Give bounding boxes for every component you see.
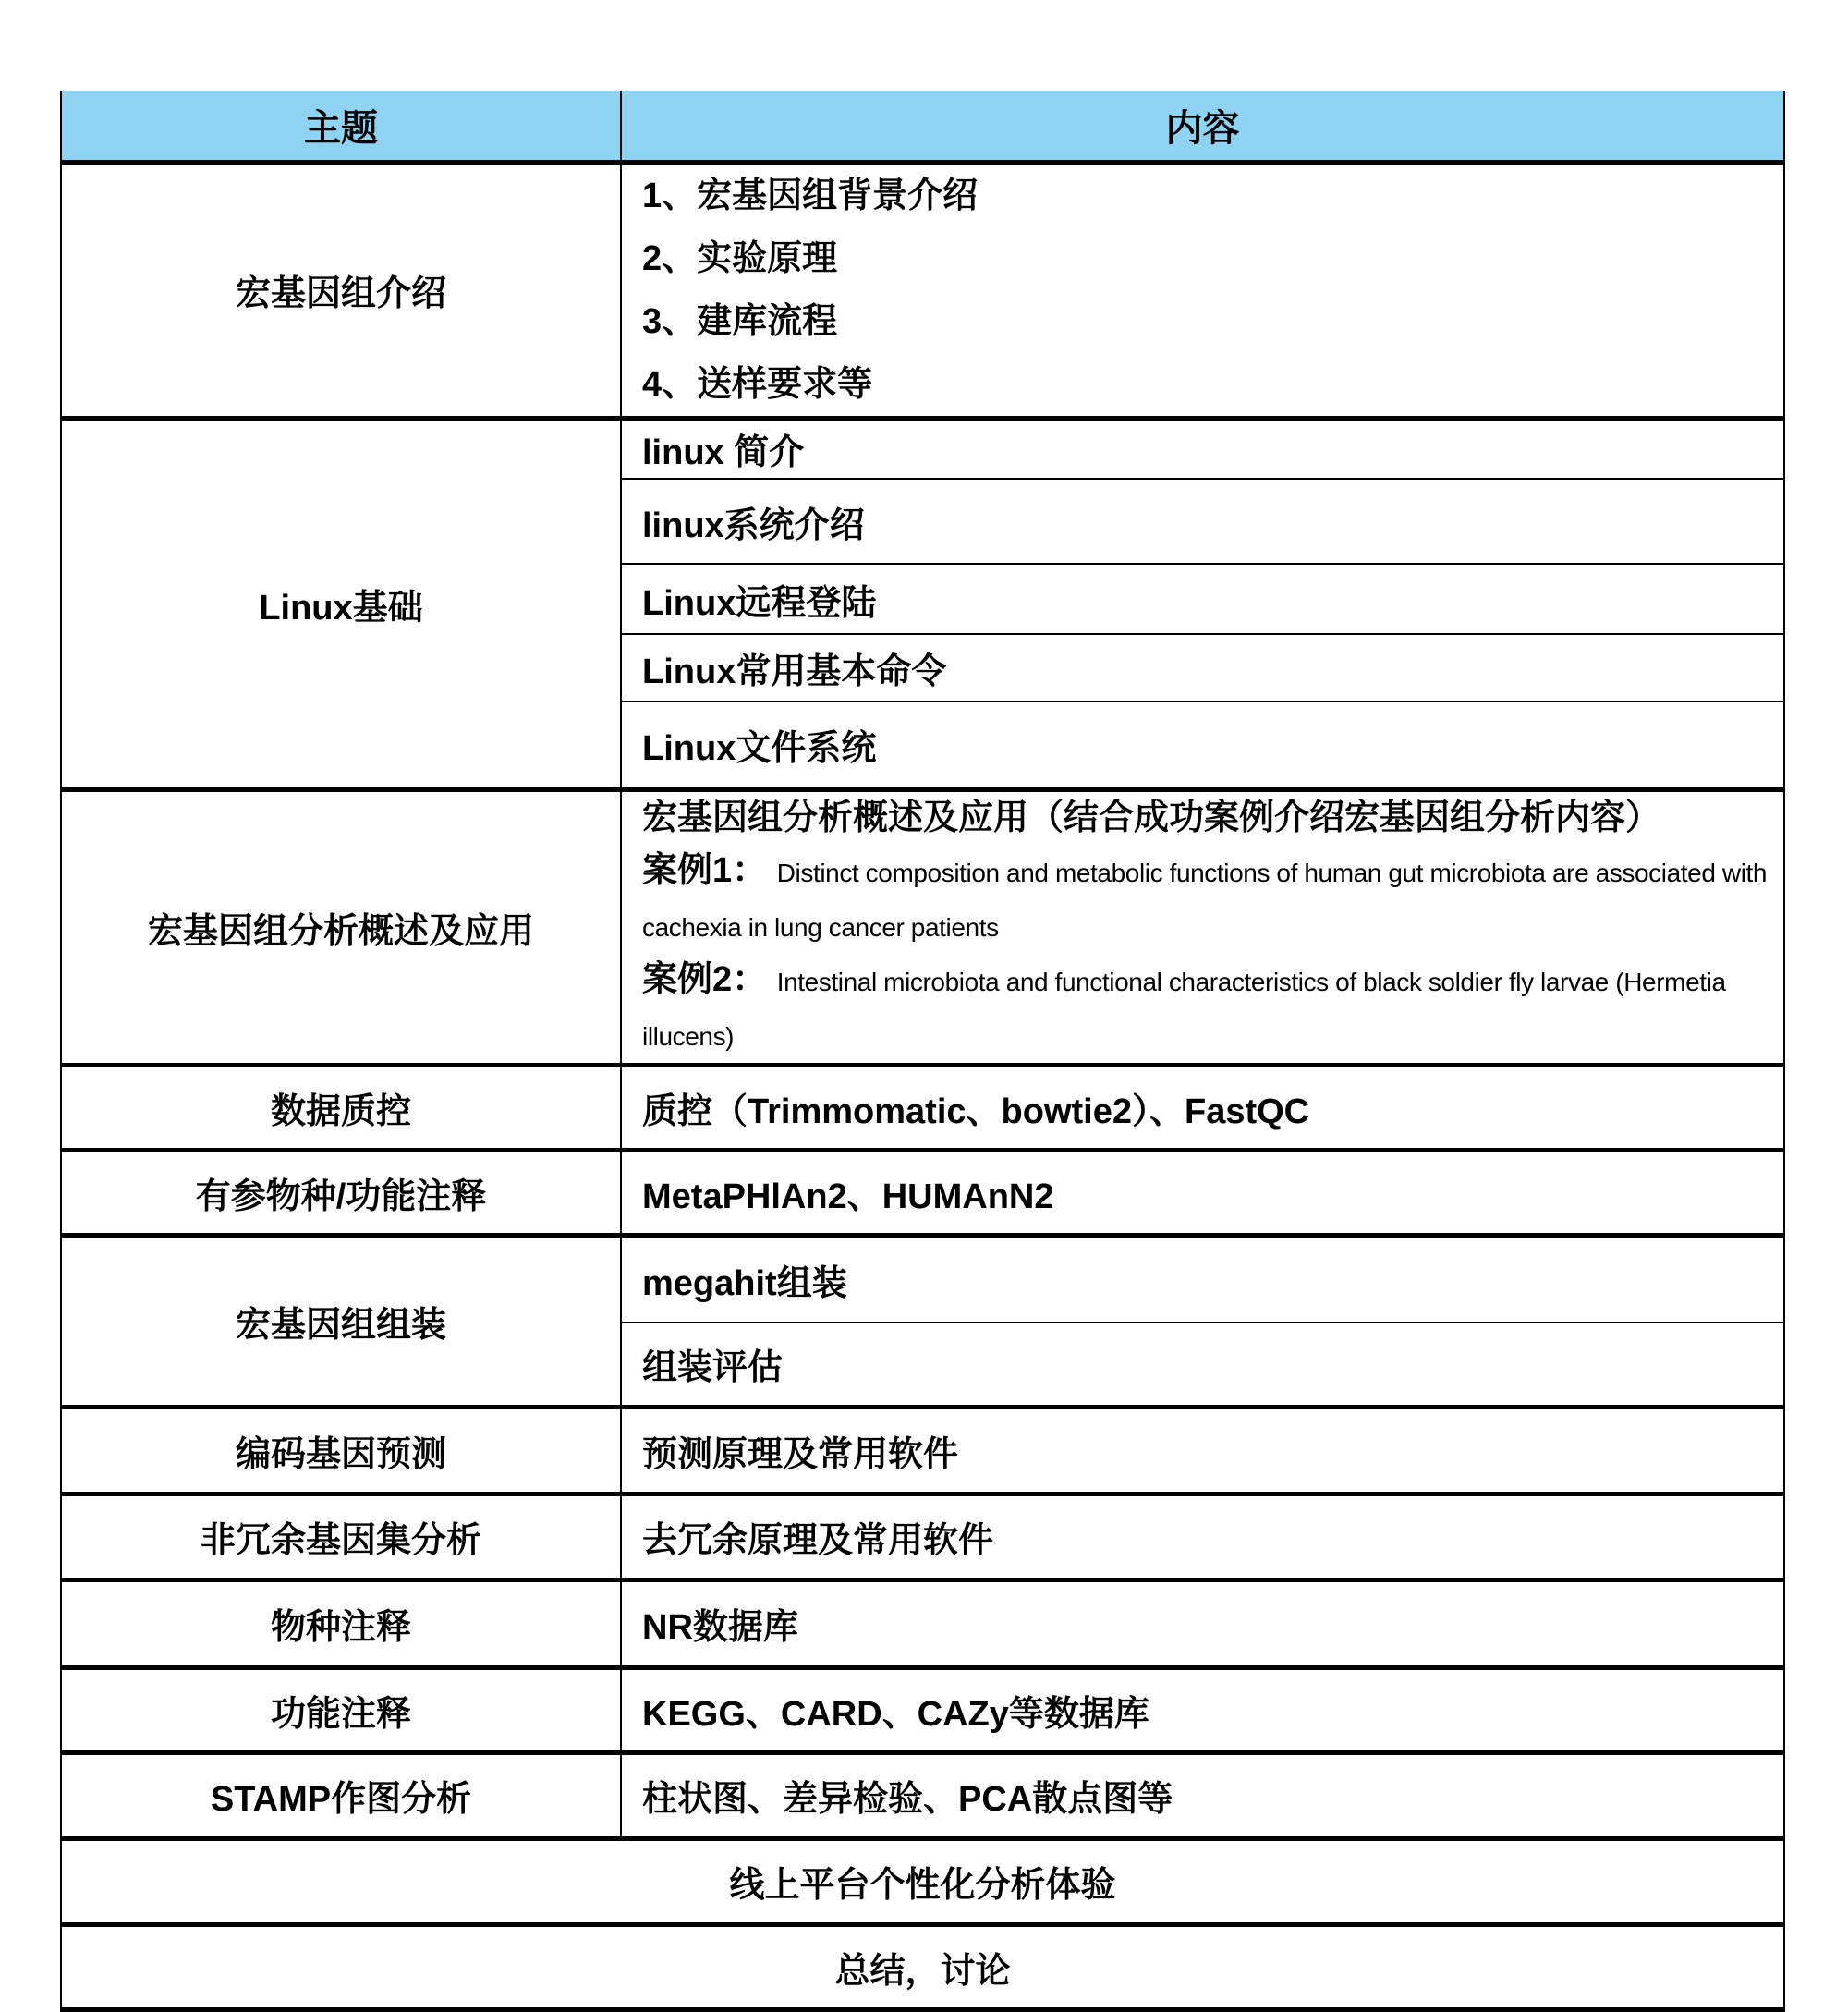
overview-case2 <box>642 954 1770 1063</box>
table-row <box>61 1752 1784 1838</box>
intro-item-2: 2、实验原理 <box>642 238 838 278</box>
content-cell-linux-4: Linux常用基本命令 <box>621 634 1784 701</box>
content-cell-stamp: 柱状图、差异检验、PCA散点图等 <box>621 1752 1784 1838</box>
topic-cell-species-annotation: 物种注释 <box>61 1579 621 1667</box>
content-cell-intro <box>621 162 1784 418</box>
content-cell-species-annotation: NR数据库 <box>621 1579 1784 1667</box>
topic-cell-overview: 宏基因组分析概述及应用 <box>61 789 621 1065</box>
overview-case1 <box>642 845 1770 954</box>
content-cell-function-annotation: KEGG、CARD、CAZy等数据库 <box>621 1667 1784 1752</box>
topic-cell-intro: 宏基因组介绍 <box>61 162 621 418</box>
table-row <box>61 1494 1784 1579</box>
content-cell-nr-geneset: 去冗余原理及常用软件 <box>621 1494 1784 1579</box>
content-cell-linux-3: Linux远程登陆 <box>621 564 1784 634</box>
header-cell-content: 内容 <box>621 91 1784 162</box>
case1-label: 案例1： <box>642 850 768 890</box>
content-cell-qc: 质控（Trimmomatic、bowtie2）、FastQC <box>621 1065 1784 1150</box>
table-row <box>61 1407 1784 1494</box>
topic-cell-function-annotation: 功能注释 <box>61 1667 621 1752</box>
topic-cell-assembly: 宏基因组组装 <box>61 1235 621 1407</box>
content-cell-gene-prediction: 预测原理及常用软件 <box>621 1407 1784 1494</box>
table-row <box>61 418 1784 479</box>
topic-cell-ref-annotation: 有参物种/功能注释 <box>61 1150 621 1235</box>
header-cell-topic: 主题 <box>61 91 621 162</box>
table-row <box>61 789 1784 1065</box>
table-row <box>61 1150 1784 1235</box>
case2-label: 案例2： <box>642 959 768 999</box>
footer-cell-online-platform: 线上平台个性化分析体验 <box>61 1838 1784 1924</box>
case1-text: Distinct composition and metabolic functions of human gut microbiota are associated with cachexia in lung cancer patients <box>642 858 1768 942</box>
footer-cell-summary: 总结，讨论 <box>61 1924 1784 2009</box>
topic-cell-linux: Linux基础 <box>61 418 621 789</box>
table-row <box>61 1579 1784 1667</box>
content-cell-overview <box>621 789 1784 1065</box>
table-header-row <box>61 91 1784 162</box>
topic-cell-nr-geneset: 非冗余基因集分析 <box>61 1494 621 1579</box>
course-content-table <box>60 91 1785 2012</box>
intro-item-3: 3、建库流程 <box>642 301 838 341</box>
topic-cell-stamp: STAMP作图分析 <box>61 1752 621 1838</box>
content-cell-linux-1: linux 简介 <box>621 418 1784 479</box>
content-cell-linux-5: Linux文件系统 <box>621 701 1784 789</box>
table-row <box>61 1667 1784 1752</box>
topic-cell-qc: 数据质控 <box>61 1065 621 1150</box>
table-row <box>61 1838 1784 1924</box>
content-cell-assembly-2: 组装评估 <box>621 1323 1784 1407</box>
content-cell-ref-annotation: MetaPHlAn2、HUMAnN2 <box>621 1150 1784 1235</box>
overview-summary: 宏基因组分析概述及应用（结合成功案例介绍宏基因组分析内容） <box>642 798 1661 837</box>
intro-item-4: 4、送样要求等 <box>642 364 873 404</box>
topic-cell-gene-prediction: 编码基因预测 <box>61 1407 621 1494</box>
case2-text: Intestinal microbiota and functional characteristics of black soldier fly larvae (Hermetia illucens) <box>642 967 1726 1051</box>
table-row <box>61 1924 1784 2009</box>
content-cell-assembly-1: megahit组装 <box>621 1235 1784 1323</box>
table-row <box>61 162 1784 418</box>
intro-item-1: 1、宏基因组背景介绍 <box>642 176 979 215</box>
content-cell-linux-2: linux系统介绍 <box>621 479 1784 564</box>
table-row <box>61 1235 1784 1323</box>
table-row <box>61 1065 1784 1150</box>
